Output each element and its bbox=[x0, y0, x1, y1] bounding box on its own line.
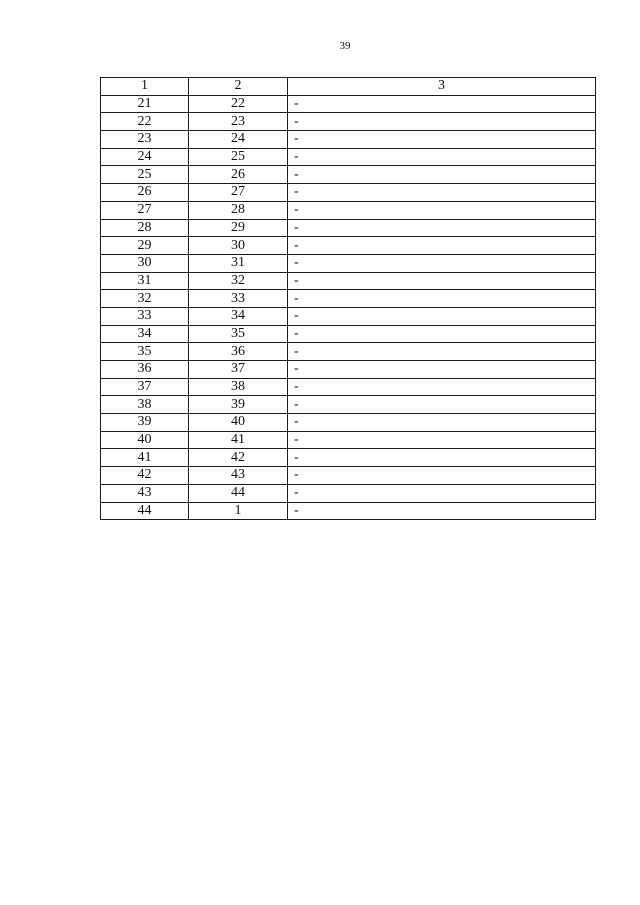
table-cell-col-1: 34 bbox=[101, 325, 189, 343]
table-cell-col-3: - bbox=[288, 219, 596, 237]
table-cell-col-1: 37 bbox=[101, 378, 189, 396]
table-cell-col-3: - bbox=[288, 307, 596, 325]
table-cell-col-2: 32 bbox=[189, 272, 288, 290]
table-cell-col-3: - bbox=[288, 361, 596, 379]
table-cell-col-3: - bbox=[288, 272, 596, 290]
table-cell-col-3: - bbox=[288, 325, 596, 343]
table-cell-col-3: - bbox=[288, 148, 596, 166]
table-cell-col-1: 33 bbox=[101, 307, 189, 325]
table-cell-col-1: 27 bbox=[101, 201, 189, 219]
table-row bbox=[101, 113, 596, 131]
table-row bbox=[101, 414, 596, 432]
table-row bbox=[101, 148, 596, 166]
table-cell-col-2: 1 bbox=[189, 502, 288, 520]
table-row bbox=[101, 290, 596, 308]
table-cell-col-2: 38 bbox=[189, 378, 288, 396]
table-cell-col-2: 36 bbox=[189, 343, 288, 361]
table-row bbox=[101, 219, 596, 237]
table-cell-col-1: 35 bbox=[101, 343, 189, 361]
table-cell-col-2: 37 bbox=[189, 361, 288, 379]
table-cell-col-3: - bbox=[288, 343, 596, 361]
table-row bbox=[101, 95, 596, 113]
table-row bbox=[101, 484, 596, 502]
table-row bbox=[101, 184, 596, 202]
table-cell-col-2: 40 bbox=[189, 414, 288, 432]
table-cell-col-2: 43 bbox=[189, 467, 288, 485]
header-row bbox=[101, 78, 596, 96]
table-row bbox=[101, 467, 596, 485]
table-cell-col-1: 43 bbox=[101, 484, 189, 502]
table-cell-col-1: 22 bbox=[101, 113, 189, 131]
column-header-2: 2 bbox=[189, 78, 288, 96]
column-header-1: 1 bbox=[101, 78, 189, 96]
table-row bbox=[101, 378, 596, 396]
table-header bbox=[101, 78, 596, 96]
table-cell-col-1: 23 bbox=[101, 131, 189, 149]
table-cell-col-3: - bbox=[288, 396, 596, 414]
page-number: 39 bbox=[339, 40, 351, 52]
table-cell-col-2: 29 bbox=[189, 219, 288, 237]
table-cell-col-3: - bbox=[288, 502, 596, 520]
table-cell-col-3: - bbox=[288, 484, 596, 502]
table-cell-col-3: - bbox=[288, 449, 596, 467]
table-cell-col-3: - bbox=[288, 113, 596, 131]
table-cell-col-3: - bbox=[288, 431, 596, 449]
table-cell-col-1: 25 bbox=[101, 166, 189, 184]
table-cell-col-3: - bbox=[288, 414, 596, 432]
table-row bbox=[101, 502, 596, 520]
table-cell-col-2: 26 bbox=[189, 166, 288, 184]
table-row bbox=[101, 325, 596, 343]
table-cell-col-2: 31 bbox=[189, 254, 288, 272]
table-cell-col-3: - bbox=[288, 184, 596, 202]
table-cell-col-1: 38 bbox=[101, 396, 189, 414]
table-cell-col-1: 42 bbox=[101, 467, 189, 485]
column-header-3: 3 bbox=[288, 78, 596, 96]
table-cell-col-2: 35 bbox=[189, 325, 288, 343]
table-cell-col-2: 22 bbox=[189, 95, 288, 113]
table-row bbox=[101, 237, 596, 255]
table-row bbox=[101, 307, 596, 325]
table-cell-col-1: 44 bbox=[101, 502, 189, 520]
table-cell-col-1: 21 bbox=[101, 95, 189, 113]
table-cell-col-1: 36 bbox=[101, 361, 189, 379]
table-row bbox=[101, 272, 596, 290]
table-cell-col-2: 30 bbox=[189, 237, 288, 255]
table-cell-col-2: 41 bbox=[189, 431, 288, 449]
table-row bbox=[101, 396, 596, 414]
table-row bbox=[101, 343, 596, 361]
table-cell-col-3: - bbox=[288, 290, 596, 308]
table-row bbox=[101, 431, 596, 449]
table-cell-col-1: 39 bbox=[101, 414, 189, 432]
table-cell-col-3: - bbox=[288, 201, 596, 219]
table-cell-col-2: 25 bbox=[189, 148, 288, 166]
table-cell-col-1: 24 bbox=[101, 148, 189, 166]
table-row bbox=[101, 361, 596, 379]
table-cell-col-1: 29 bbox=[101, 237, 189, 255]
table-row bbox=[101, 166, 596, 184]
table-cell-col-1: 28 bbox=[101, 219, 189, 237]
table-cell-col-3: - bbox=[288, 131, 596, 149]
table-cell-col-2: 33 bbox=[189, 290, 288, 308]
table-cell-col-2: 34 bbox=[189, 307, 288, 325]
table-row bbox=[101, 254, 596, 272]
table-cell-col-3: - bbox=[288, 254, 596, 272]
table-cell-col-2: 42 bbox=[189, 449, 288, 467]
table-cell-col-2: 44 bbox=[189, 484, 288, 502]
table-cell-col-2: 24 bbox=[189, 131, 288, 149]
table-row bbox=[101, 449, 596, 467]
table-row bbox=[101, 131, 596, 149]
table-cell-col-1: 31 bbox=[101, 272, 189, 290]
table-cell-col-3: - bbox=[288, 166, 596, 184]
table-cell-col-3: - bbox=[288, 237, 596, 255]
table-cell-col-3: - bbox=[288, 378, 596, 396]
table-cell-col-2: 23 bbox=[189, 113, 288, 131]
table-cell-col-1: 41 bbox=[101, 449, 189, 467]
table-cell-col-3: - bbox=[288, 95, 596, 113]
table-body bbox=[101, 95, 596, 520]
table-cell-col-1: 26 bbox=[101, 184, 189, 202]
table-cell-col-3: - bbox=[288, 467, 596, 485]
data-table bbox=[100, 77, 596, 520]
table-cell-col-1: 40 bbox=[101, 431, 189, 449]
table-cell-col-2: 28 bbox=[189, 201, 288, 219]
table-cell-col-1: 30 bbox=[101, 254, 189, 272]
table-cell-col-2: 39 bbox=[189, 396, 288, 414]
table-cell-col-1: 32 bbox=[101, 290, 189, 308]
table-cell-col-2: 27 bbox=[189, 184, 288, 202]
table-row bbox=[101, 201, 596, 219]
